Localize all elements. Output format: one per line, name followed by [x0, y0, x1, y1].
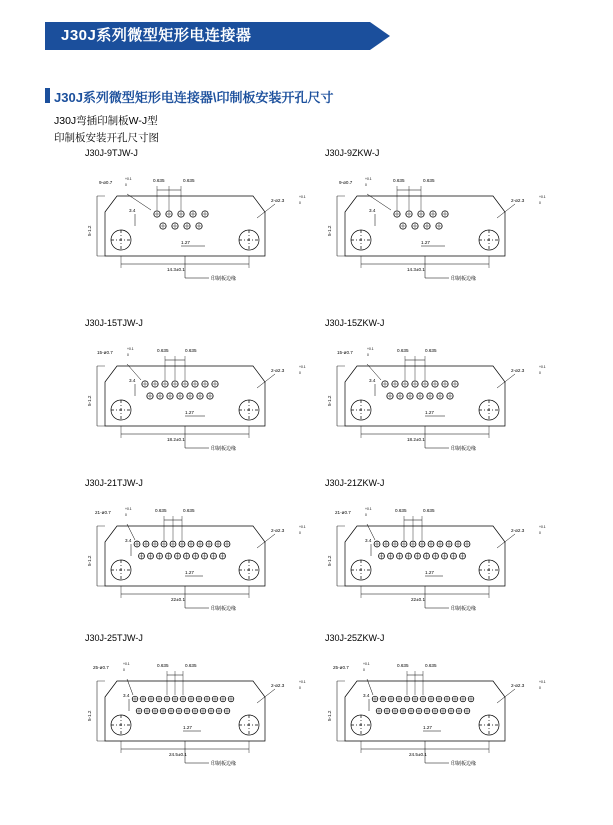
pitch-1: 0.635 — [397, 663, 409, 668]
figure-j30j-25tjw-j — [85, 633, 325, 783]
hole-tol-up: +0.1 — [125, 507, 132, 511]
big-tol-dn: 0 — [539, 686, 541, 690]
page-title: J30J系列微型矩形电连接器 — [61, 27, 252, 44]
hole-tol-up: +0.1 — [367, 347, 374, 351]
hole-tol-up: +0.1 — [123, 662, 130, 666]
width-dim: 22±0.1 — [411, 597, 426, 602]
figure-j30j-9tjw-j — [85, 148, 325, 298]
big-hole-note: 2-ø2.3 — [511, 683, 525, 688]
big-hole-note: 2-ø2.3 — [511, 528, 525, 533]
hole-tol-up: +0.1 — [363, 662, 370, 666]
row-dim: 1.27 — [185, 570, 194, 575]
side-dim: 5-1.2 — [327, 555, 332, 566]
vert-dim: 3.4 — [125, 538, 132, 543]
pitch-1: 0.635 — [153, 178, 165, 183]
figure-label: J30J-21TJW-J — [85, 478, 143, 488]
hole-note: 9-ø0.7 — [339, 180, 353, 185]
hole-tol-dn: 0 — [363, 668, 365, 672]
row-dim: 1.27 — [423, 725, 432, 730]
pitch-1: 0.635 — [395, 508, 407, 513]
hole-note: 25-ø0.7 — [333, 665, 349, 670]
pitch-1: 0.635 — [397, 348, 409, 353]
row-dim: 1.27 — [421, 240, 430, 245]
hole-note: 25-ø0.7 — [93, 665, 109, 670]
hole-tol-up: +0.1 — [127, 347, 134, 351]
side-dim: 5-1.2 — [327, 710, 332, 721]
pitch-2: 0.635 — [183, 508, 195, 513]
hole-tol-up: +0.1 — [365, 177, 372, 181]
big-tol-up: +0.1 — [539, 525, 546, 529]
big-tol-up: +0.1 — [299, 195, 306, 199]
side-dim: 5-1.2 — [327, 395, 332, 406]
width-dim: 18.2±0.1 — [407, 437, 425, 442]
side-dim: 5-1.2 — [327, 225, 332, 236]
figure-j30j-21zkw-j — [325, 478, 565, 628]
pitch-2: 0.635 — [183, 178, 195, 183]
figure-drawing — [85, 160, 325, 300]
side-dim: 5-1.2 — [87, 710, 92, 721]
figure-drawing — [85, 645, 325, 785]
vert-dim: 3.4 — [129, 378, 136, 383]
figure-j30j-9zkw-j — [325, 148, 565, 298]
figure-j30j-15zkw-j — [325, 318, 565, 468]
hole-tol-dn: 0 — [123, 668, 125, 672]
big-tol-up: +0.1 — [539, 365, 546, 369]
big-hole-note: 2-ø2.3 — [271, 198, 285, 203]
big-tol-up: +0.1 — [299, 525, 306, 529]
big-tol-dn: 0 — [539, 531, 541, 535]
big-hole-note: 2-ø2.3 — [271, 683, 285, 688]
pitch-1: 0.635 — [155, 508, 167, 513]
pitch-2: 0.635 — [425, 348, 437, 353]
big-tol-dn: 0 — [539, 201, 541, 205]
edge-note: 印制板边缘 — [211, 606, 237, 612]
side-dim: 5-1.2 — [87, 395, 92, 406]
figure-label: J30J-15TJW-J — [85, 318, 143, 328]
hole-tol-dn: 0 — [365, 513, 367, 517]
hole-note: 15-ø0.7 — [337, 350, 353, 355]
section-subtitle-1: J30J弯插印制板W-J型 — [54, 115, 158, 127]
pitch-2: 0.635 — [423, 508, 435, 513]
width-dim: 14.3±0.1 — [407, 267, 425, 272]
vert-dim: 3.4 — [369, 208, 376, 213]
edge-note: 印制板边缘 — [451, 606, 477, 612]
section-accent-bar — [45, 88, 50, 103]
width-dim: 24.5±0.1 — [409, 752, 427, 757]
hole-tol-dn: 0 — [127, 353, 129, 357]
hole-note: 9-ø0.7 — [99, 180, 113, 185]
hole-note: 15-ø0.7 — [97, 350, 113, 355]
row-dim: 1.27 — [181, 240, 190, 245]
section-title: J30J系列微型矩形电连接器\印制板安装开孔尺寸 — [54, 90, 334, 105]
pitch-1: 0.635 — [157, 663, 169, 668]
edge-note: 印制板边缘 — [211, 276, 237, 282]
hole-tol-up: +0.1 — [365, 507, 372, 511]
figure-label: J30J-21ZKW-J — [325, 478, 385, 488]
figure-j30j-25zkw-j — [325, 633, 565, 783]
big-hole-note: 2-ø2.3 — [271, 528, 285, 533]
vert-dim: 3.4 — [369, 378, 376, 383]
vert-dim: 3.4 — [123, 693, 130, 698]
width-dim: 24.5±0.1 — [169, 752, 187, 757]
pitch-2: 0.635 — [423, 178, 435, 183]
big-tol-up: +0.1 — [539, 195, 546, 199]
big-hole-note: 2-ø2.3 — [511, 368, 525, 373]
vert-dim: 3.4 — [129, 208, 136, 213]
edge-note: 印制板边缘 — [451, 446, 477, 452]
figure-label: J30J-25ZKW-J — [325, 633, 385, 643]
big-tol-up: +0.1 — [299, 365, 306, 369]
side-dim: 5-1.2 — [87, 555, 92, 566]
big-tol-dn: 0 — [539, 371, 541, 375]
row-dim: 1.27 — [185, 410, 194, 415]
figure-label: J30J-15ZKW-J — [325, 318, 385, 328]
hole-tol-dn: 0 — [125, 183, 127, 187]
figure-j30j-21tjw-j — [85, 478, 325, 628]
edge-note: 印制板边缘 — [451, 761, 477, 767]
edge-note: 印制板边缘 — [211, 761, 237, 767]
figure-drawing — [85, 490, 325, 630]
figure-j30j-15tjw-j — [85, 318, 325, 468]
vert-dim: 3.4 — [365, 538, 372, 543]
pitch-2: 0.635 — [425, 663, 437, 668]
big-tol-dn: 0 — [299, 371, 301, 375]
big-tol-up: +0.1 — [539, 680, 546, 684]
big-tol-up: +0.1 — [299, 680, 306, 684]
figure-label: J30J-9TJW-J — [85, 148, 138, 158]
figure-label: J30J-9ZKW-J — [325, 148, 380, 158]
big-tol-dn: 0 — [299, 201, 301, 205]
hole-tol-up: +0.1 — [125, 177, 132, 181]
pitch-2: 0.635 — [185, 663, 197, 668]
figure-drawing — [85, 330, 325, 470]
edge-note: 印制板边缘 — [211, 446, 237, 452]
vert-dim: 3.4 — [363, 693, 370, 698]
pitch-1: 0.635 — [393, 178, 405, 183]
hole-tol-dn: 0 — [365, 183, 367, 187]
figure-label: J30J-25TJW-J — [85, 633, 143, 643]
row-dim: 1.27 — [425, 570, 434, 575]
pitch-2: 0.635 — [185, 348, 197, 353]
pitch-1: 0.635 — [157, 348, 169, 353]
figure-drawing — [325, 330, 565, 470]
width-dim: 14.3±0.1 — [167, 267, 185, 272]
big-tol-dn: 0 — [299, 686, 301, 690]
page-header-banner — [45, 22, 390, 50]
hole-tol-dn: 0 — [125, 513, 127, 517]
row-dim: 1.27 — [183, 725, 192, 730]
big-hole-note: 2-ø2.3 — [511, 198, 525, 203]
hole-note: 21-ø0.7 — [95, 510, 111, 515]
width-dim: 22±0.1 — [171, 597, 186, 602]
figure-drawing — [325, 160, 565, 300]
figure-drawing — [325, 645, 565, 785]
section-subtitle-2: 印制板安装开孔尺寸图 — [54, 132, 159, 144]
big-hole-note: 2-ø2.3 — [271, 368, 285, 373]
side-dim: 5-1.2 — [87, 225, 92, 236]
big-tol-dn: 0 — [299, 531, 301, 535]
row-dim: 1.27 — [425, 410, 434, 415]
width-dim: 18.2±0.1 — [167, 437, 185, 442]
edge-note: 印制板边缘 — [451, 276, 477, 282]
hole-tol-dn: 0 — [367, 353, 369, 357]
hole-note: 21-ø0.7 — [335, 510, 351, 515]
figure-drawing — [325, 490, 565, 630]
